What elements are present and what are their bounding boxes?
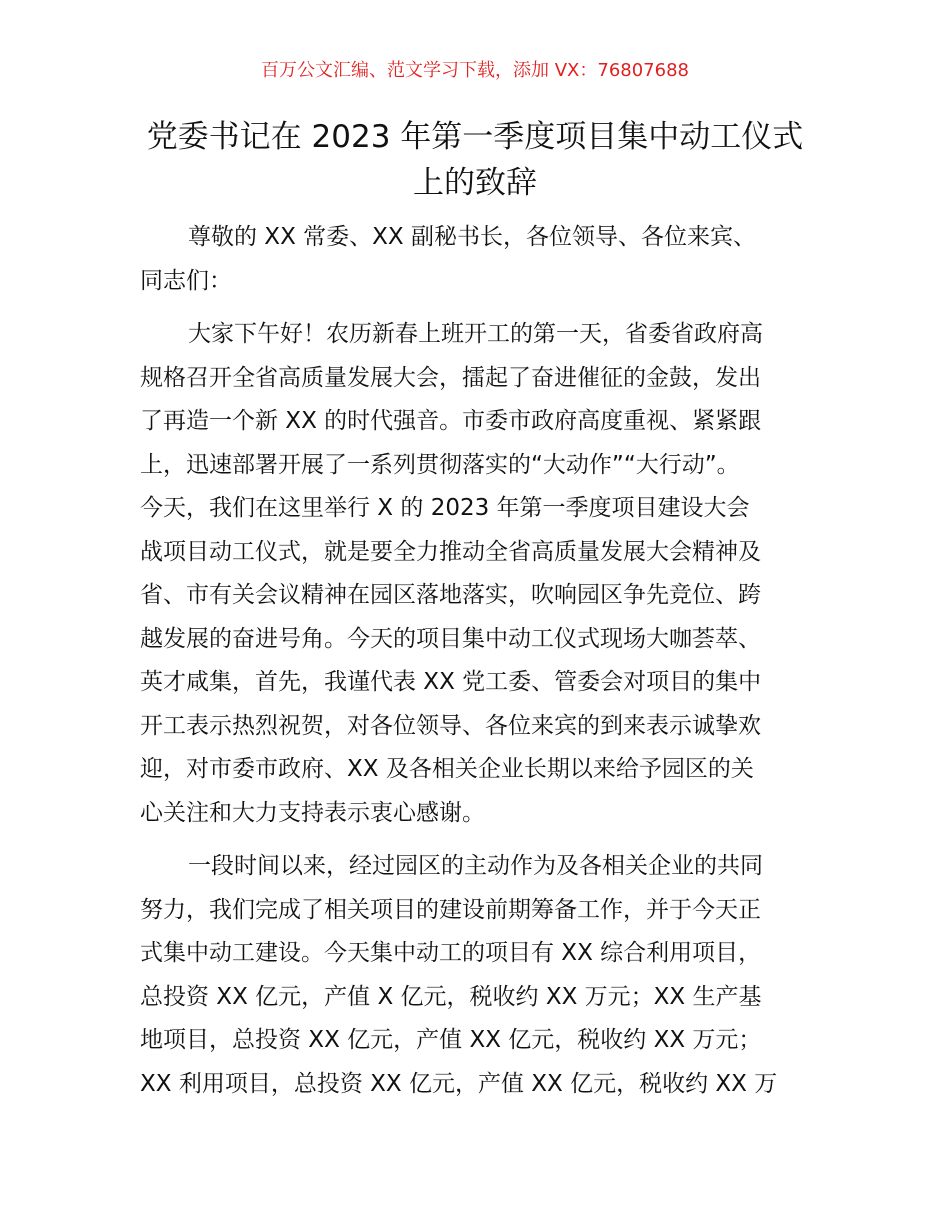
- text-line: 省、市有关会议精神在园区落地落实，吹响园区争先竞位、跨: [140, 582, 761, 608]
- text-line: 战项目动工仪式，就是要全力推动全省高质量发展大会精神及: [140, 538, 761, 565]
- text-line: 英才咸集，首先，我谨代表 XX 党工委、管委会对项目的集中: [140, 669, 762, 695]
- text-line: 今天，我们在这里举行 X 的 2023 年第一季度项目建设大会: [140, 495, 750, 521]
- document-body: [140, 216, 812, 1106]
- paragraph-greeting: [140, 313, 812, 835]
- text-line: 上，迅速部署开展了一系列贯彻落实的“大动作”“大行动”。: [140, 451, 740, 478]
- text-line: 规格召开全省高质量发展大会，擂起了奋进催征的金鼓，发出: [140, 364, 761, 391]
- text-line: 越发展的奋进号角。今天的项目集中动工仪式现场大咖荟萃、: [140, 625, 761, 652]
- text-line: 式集中动工建设。今天集中动工的项目有 XX 综合利用项目，: [140, 940, 762, 966]
- paragraph-salutation: [140, 216, 812, 303]
- document-title: [130, 114, 820, 206]
- paragraph-projects: [140, 845, 812, 1106]
- text-line: 大家下午好！农历新春上班开工的第一天，省委省政府高: [188, 321, 763, 347]
- watermark-banner: 百万公文汇编、范文学习下载，添加 VX：76807688: [261, 60, 689, 81]
- text-line: 总投资 XX 亿元，产值 X 亿元，税收约 XX 万元；XX 生产基: [140, 983, 762, 1010]
- title-line-1: 党委书记在 2023 年第一季度项目集中动工仪式: [146, 119, 804, 155]
- text-line: 同志们：: [140, 267, 232, 294]
- text-line: 心关注和大力支持表示衷心感谢。: [140, 799, 485, 826]
- text-line: 开工表示热烈祝贺，对各位领导、各位来宾的到来表示诚挚欢: [140, 712, 761, 739]
- text-line: 一段时间以来，经过园区的主动作为及各相关企业的共同: [188, 853, 763, 879]
- text-line: 地项目，总投资 XX 亿元，产值 XX 亿元，税收约 XX 万元；: [140, 1027, 762, 1053]
- title-line-2: 上的致辞: [413, 165, 537, 201]
- text-line: XX 利用项目，总投资 XX 亿元，产值 XX 亿元，税收约 XX 万: [140, 1070, 778, 1097]
- text-line: 迎，对市委市政府、XX 及各相关企业长期以来给予园区的关: [140, 756, 754, 782]
- text-line: 了再造一个新 XX 的时代强音。市委市政府高度重视、紧紧跟: [140, 408, 762, 434]
- text-line: 努力，我们完成了相关项目的建设前期筹备工作，并于今天正: [140, 896, 761, 923]
- text-line: 尊敬的 XX 常委、XX 副秘书长，各位领导、各位来宾、: [188, 224, 756, 250]
